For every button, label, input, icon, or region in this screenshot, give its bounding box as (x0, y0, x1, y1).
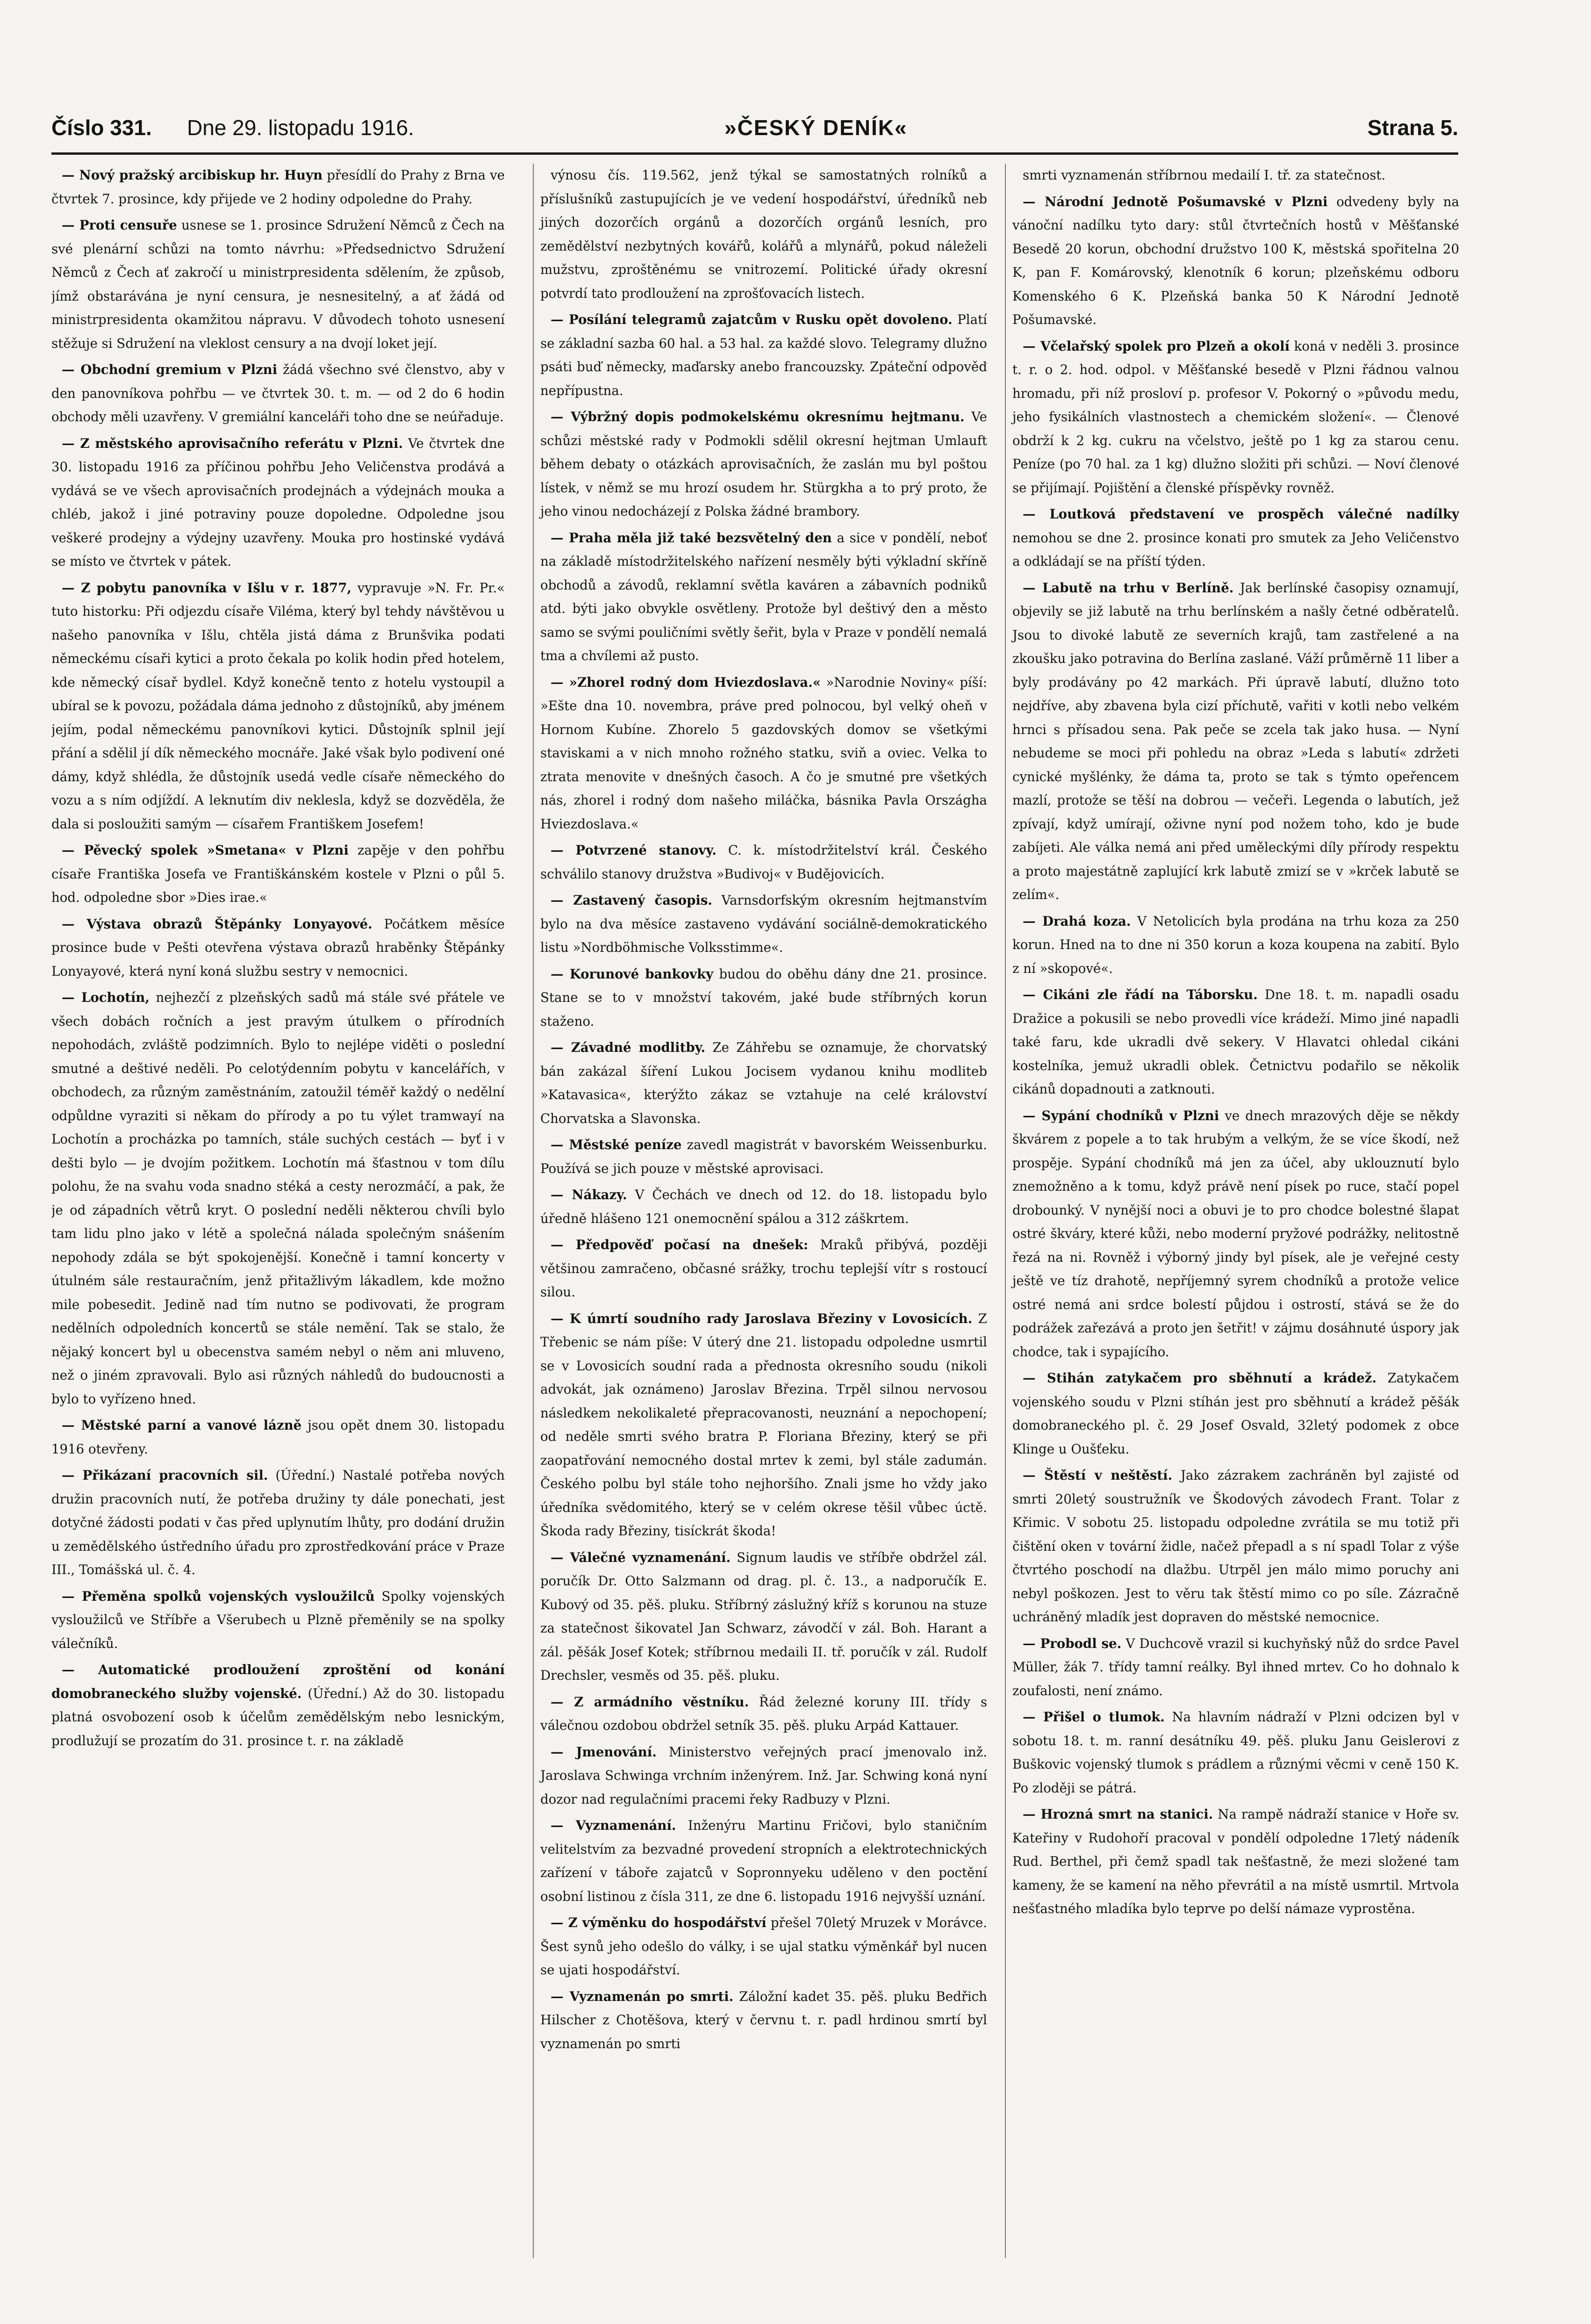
article-paragraph (51, 839, 505, 910)
article-paragraph (51, 214, 505, 355)
article-headline: — Vyznamenán po smrti. (551, 1988, 734, 2004)
article-paragraph (540, 405, 987, 524)
article-paragraph (51, 432, 505, 574)
article-headline: — Z městského aprovisačního referátu v Plzni. (62, 435, 403, 451)
column-3 (1005, 164, 1459, 2258)
article-text: zapěje v den pohřbu císaře Františka Josefa ve Františkánském kostele v Plzni o půl 5. hod. odpoledne sbor »Dies irae.« (51, 842, 505, 905)
article-headline: — Štěstí v neštěstí. (1023, 1468, 1173, 1483)
article-text: Záložní kadet 35. pěš. pluku Bedřich Hilscher z Chotěšova, který v červnu t. r. padl hrdinou smrtí byl vyznamenán po smrti (540, 1988, 987, 2051)
column-2 (533, 164, 987, 2258)
article-paragraph (540, 1546, 987, 1688)
issue-date: Dne 29. listopadu 1916. (187, 115, 414, 140)
article-paragraph (51, 358, 505, 429)
article-text: Počátkem měsíce prosince bude v Pešti otevřena výstava obrazů hraběnky Štěpánky Lonyayové, která nyní koná službu sestry v nemocnici. (51, 916, 505, 979)
article-paragraph (1012, 1803, 1459, 1921)
article-text: V Čechách ve dnech od 12. do 18. listopadu bylo úředně hlášeno 121 onemocnění spálou a 312 záškrtem. (540, 1187, 987, 1226)
article-headline: — Přeměna spolků vojenských vysloužilců (62, 1588, 375, 1604)
article-headline: — Z pobytu panovníka v Išlu v r. 1877, (62, 580, 352, 596)
article-text: smrti vyznamenán stříbrnou medailí I. tř. za statečnost. (1023, 167, 1386, 183)
article-headline: — Labutě na trhu v Berlíně. (1023, 580, 1234, 596)
article-text: Ve čtvrtek dne 30. listopadu 1916 za příčinou pohřbu Jeho Veličenstva prodává a vydává se ve všech aprovisačních prodejnách a výdejnách mouka a chléb, jakož i jiné potraviny pouze dopoledne. Odpoledne jsou veškeré prodejny a výdejny uzavřeny. Mouka pro hostinské vydává se místo ve čtvrtek v pátek. (51, 435, 505, 569)
article-text: Ze Záhřebu se oznamuje, že chorvatský bán zakázal šíření Lukou Jocisem vydanou knihu modliteb »Katavasica«, kterýžto zákaz se vztahuje na celé království Chorvatska a Slavonska. (540, 1040, 987, 1126)
article-text: nemohou se dne 2. prosince konati pro smutek za Jeho Veličenstvo a odkládají se na příští týden. (1012, 530, 1459, 569)
article-headline: — Stihán zatykačem pro sběhnutí a krádež. (1023, 1370, 1377, 1386)
article-paragraph (540, 1985, 987, 2056)
article-text: Dne 18. t. m. napadli osadu Dražice a pokusili se nebo provedli více krádeží. Mimo jiné napadli také faru, kde ukradli dvě sekery. V Hlavatci ohledal cikáni kostelníka, jemuž ukradli oblek. Četnictvu podařilo se několik cikánů dopadnouti a zatknouti. (1012, 987, 1459, 1097)
article-text: ve dnech mrazových děje se někdy škvárem z popele a to tak hrubým a velkým, že se více škodí, než prospěje. Sypání chodníků má jen za účel, aby uklouznutí bylo znemožněno a k tomu, když právě není písek po ruce, stačí popel drobounký. V nynější noci a obuvi je to pro chodce bolestné šlapat ostré škváry, které kůži, nebo moderní pryžové podrážky, nelitostně řezá na ni. Rovněž i výborný jindy byl písek, ale je veřejné cesty ještě ve tíz drahotě, nepříjemný syrem chodníků a protože velice ostré nemá ani srdce bolestí půjdou i ostrostí, stává se že do podrážek zařezává a proto jen šetřit! v zájmu dosáhnuté úspory jak chodce, tak i sypajícího. (1012, 1108, 1459, 1360)
article-text: přešel 70letý Mruzek v Morávce. Šest synů jeho odešlo do války, i se ujal statku výměnkář byl nucen se ujati hospodářství. (540, 1915, 987, 1978)
article-text: V Duchcově vrazil si kuchyňský nůž do srdce Pavel Müller, žák 7. třídy tamní reálky. Byl ihned mrtev. Co ho dohnalo k zoufalosti, není známo. (1012, 1635, 1459, 1698)
newspaper-title: »ČESKÝ DENÍK« (724, 115, 908, 140)
article-headline: — Drahá koza. (1023, 913, 1131, 929)
article-text: (Úřední.) Nastalé potřeba nových družin pracovních nutí, že potřeba družiny ty dále ponechati, jest dotyčné žádosti podati v čas před uplynutím lhůty, pro dodání družin u zemědělského ústředního úřadu pro zprostředkování práce v Praze III., Tomášská ul. č. 4. (51, 1468, 505, 1577)
article-text: »Narodnie Noviny« píší: »Ešte dna 10. novembra, práve pred polnocou, byl velký oheň v Hornom Kubíne. Zhorelo 5 gazdovských domov se všetkými staviskami a v nich mnoho rožného statku, sviň a oviec. Velka to ztrata menovite v dnešných časoch. A čo je smutné pre všetkých nás, zhorel i rodný dom našeho miláčka, básnika Pavla Országha Hviezdoslava.« (540, 674, 987, 832)
article-paragraph (51, 1464, 505, 1582)
article-text: Jako zázrakem zachráněn byl zajisté od smrti 20letý soustružník ve Škodových závodech Frant. Tolar z Křimic. V sobotu 25. listopadu odpoledne zvrátila se mu totiž při čištění oken v tovární židle, načež přepadl a s ní spadl Tolar z výše čtvrtého poschodí na dlažbu. Utrpěl jen málo mimo poruchy ani nebyl poškozen. Jest to věru tak štěstí mimo co po síle. Zázračně uchráněný mladík jest dopraven do městské nemocnice. (1012, 1468, 1459, 1625)
article-headline: — Nákazy. (551, 1187, 627, 1202)
article-text: Signum laudis ve stříbře obdržel zál. poručík Dr. Otto Salzmann od drag. pl. č. 13., a nadporučík E. Kubový od 35. pěš. pluku. Stříbrný záslužný kříž s korunou na stuze za statečnost šikovatel Jan Schwarz, závodčí v zál. Boh. Harant a zál. pěšák Josef Kotek; stříbrnou medaili II. tř. poručík v zál. Rudolf Drechsler, vesměs od 35. pěš. pluku. (540, 1549, 987, 1683)
article-text: C. k. místodržitelství král. Českého schválilo stanovy družstva »Budivoj« v Budějovicích. (540, 842, 987, 882)
article-text: zavedl magistrát v bavorském Weissenburku. Používá se jich pouze v městské aprovisaci. (540, 1137, 987, 1176)
article-headline: — Z armádního věstníku. (551, 1694, 749, 1710)
article-text: Zatykačem vojenského soudu v Plzni stíhán jest pro sběhnutí a krádež pěšák domobraneckého pl. č. 29 Josef Osvald, 32letý podomek z obce Klinge u Oušťeku. (1012, 1370, 1459, 1457)
article-text: Na hlavním nádraží v Plzni odcizen byl v sobotu 18. t. m. ranní desátníku 49. pěš. pluku Janu Geislerovi z Buškovic vojenský tlumok s prádlem a různými věcmi v ceně 150 K. Po zloději se pátrá. (1012, 1709, 1459, 1796)
article-paragraph (540, 1814, 987, 1908)
article-headline: — Loutková představení ve prospěch válečné nadílky (1023, 506, 1459, 522)
article-paragraph (540, 1133, 987, 1180)
article-headline: — Korunové bankovky (551, 966, 714, 982)
article-headline: — Pěvecký spolek »Smetana« v Plzni (62, 842, 349, 858)
article-headline: — Městské parní a vanové lázně (62, 1417, 302, 1433)
article-text: odvedeny byly na vánoční nadílku tyto dary: stůl čtvrtečních hostů v Měšťanské Besedě 20 korun, obchodní družstvo 100 K, městská spořitelna 20 K, pan F. Komárovský, klenotník 6 korun; plzeňskému odboru Komenského 6 K. Plzeňská banka 50 K Národní Jednotě Pošumavské. (1012, 194, 1459, 327)
article-text: výnosu čís. 119.562, jenž týkal se samostatných rolníků a příslušníků zastupujících je ve vedení hospodářství, úředníků neb jiných dozorčích orgánů a dozorčích orgánů lesních, pro zemědělství nezbytných kovářů, kolářů a mlynářů, pokud náleželi mužstvu, zproštěnému se vnitrozemí. Politické úřady okresní potvrdí tato prodloužení na zprošťovacích listech. (540, 167, 987, 301)
article-headline: — Zastavený časopis. (551, 892, 712, 908)
article-paragraph (1012, 983, 1459, 1101)
article-headline: — Proti censuře (62, 217, 177, 233)
article-paragraph (1012, 1464, 1459, 1629)
article-headline: — Přišel o tlumok. (1023, 1709, 1165, 1725)
article-paragraph (1012, 576, 1459, 907)
article-headline: — Nový pražský arcibiskup hr. Huyn (62, 167, 323, 183)
article-headline: — Lochotín, (62, 990, 150, 1005)
article-text: Varnsdorfským okresním hejtmanstvím bylo na dva měsíce zastaveno vydávání sociálně-demokratického listu »Nordböhmische Volksstimme«. (540, 892, 987, 955)
article-paragraph (540, 1741, 987, 1812)
article-paragraph (540, 308, 987, 403)
article-text: přesídlí do Prahy z Brna ve čtvrtek 7. prosince, kdy přijede ve 2 hodiny odpoledne do Prahy. (51, 167, 505, 207)
article-headline: — Sypání chodníků v Plzni (1023, 1108, 1219, 1123)
article-paragraph (51, 913, 505, 984)
article-headline: — Probodl se. (1023, 1635, 1122, 1651)
article-headline: — Automatické prodloužení zproštění od konání domobraneckého služby vojenské. (51, 1662, 505, 1701)
article-text: Spolky vojenských vysloužilců ve Stříbře a Všerubech u Plzně přeměnily se na spolky válečníků. (51, 1588, 505, 1651)
article-paragraph (1012, 1632, 1459, 1703)
article-text: usnese se 1. prosince Sdružení Němců z Čech na své plenární schůzi na tomto návrhu: »Předsednictvo Sdružení Němců z Čech ať zakročí u ministrpresidenta sdělením, že způsob, jímž obstarávána je nyní censura, je nesnesitelný, a ať žádá od ministrpresidenta okamžitou nápravu. V důvodech tohoto usnesení stěžuje si Sdružení na vleklost censury a na dvojí loket její. (51, 217, 505, 351)
article-paragraph (51, 576, 505, 836)
article-paragraph (540, 1691, 987, 1738)
article-text: Inženýru Martinu Fričovi, bylo staničním velitelstvím za bezvadné provedení stropních a elektrotechnických zařízení v táboře zajatců v Sopronnyeku uděleno v den poctění osobní listinou z čísla 311, ze dne 6. listopadu 1916 nejvyšší uznání. (540, 1818, 987, 1904)
article-headline: — Posílání telegramů zajatcům v Rusku opět dovoleno. (551, 312, 953, 327)
article-headline: — Cikáni zle řádí na Táborsku. (1023, 987, 1258, 1002)
article-paragraph (1012, 190, 1459, 332)
article-headline: — K úmrtí soudního rady Jaroslava Březiny v Lovosicích. (551, 1310, 973, 1326)
page-header (51, 110, 1458, 155)
article-text: Mraků přibývá, později většinou zamračeno, občasné srážky, trochu teplejší vítr s rostoucí silou. (540, 1237, 987, 1300)
article-paragraph (51, 1658, 505, 1753)
article-headline: — Předpověď počasí na dnešek: (551, 1237, 809, 1252)
article-paragraph (540, 671, 987, 836)
article-headline: — Včelařský spolek pro Plzeň a okolí (1023, 338, 1290, 354)
article-text: žádá všechno své členstvo, aby v den panovníkova pohřbu — ve čtvrtek 30. t. m. — od 2 do 6 hodin obchody měli uzavřeny. V gremiální kanceláři toho dne se neúřaduje. (51, 362, 505, 425)
article-headline: — Vyznamenání. (551, 1818, 676, 1833)
column-1 (51, 164, 505, 2258)
article-headline: — »Zhorel rodný dom Hviezdoslava.« (551, 674, 821, 690)
article-text: Z Třebenic se nám píše: V úterý dne 21. listopadu odpoledne usmrtil se v Lovosicích soudní rada a přednosta okresního soudu (nikoli advokát, jak oznámeno) Jaroslav Březina. Trpěl silnou nervosou následkem nekolikaleté přepracovanosti, neuznání a nepochopení; od neděle smrti svého bratra P. Floriana Březiny, který se při zaopatřování nemocného dostal mrtev k zemi, byl stále zadumán. Českého polbu byl stále toho nejhoršího. Znali jsme ho vždy jako úředníka svědomitého, který se v celém okrese těšil vůbec úctě. Škoda rady Březiny, tisíckrát škoda! (540, 1310, 987, 1539)
issue-number: Číslo 331. (51, 115, 152, 140)
article-headline: — Obchodní gremium v Plzni (62, 362, 278, 377)
article-headline: — Jmenování. (551, 1744, 657, 1760)
article-headline: — Národní Jednotě Pošumavské v Plzni (1023, 194, 1328, 209)
article-text: Ministerstvo veřejných prací jmenovalo inž. Jaroslava Schwinga vrchním inženýrem. Inž. Jar. Schwing koná nyní dozor nad regulačními pracemi řeky Radbuzy v Plzni. (540, 1744, 987, 1807)
article-paragraph (51, 164, 505, 211)
article-paragraph (540, 164, 987, 305)
article-text: V Netolicích byla prodána na trhu koza za 250 korun. Hned na to dne ni 350 korun a koza koupena na zabití. Bylo z ní »skopové«. (1012, 913, 1459, 976)
article-paragraph (1012, 503, 1459, 574)
article-paragraph (1012, 1705, 1459, 1800)
article-text: Řád železné koruny III. třídy s válečnou ozdobou obdržel setník 35. pěš. pluku Arpád Kattauer. (540, 1694, 987, 1733)
article-paragraph (1012, 164, 1459, 187)
article-paragraph (540, 526, 987, 668)
article-headline: — Výbržný dopis podmokelskému okresnímu hejtmanu. (551, 409, 965, 425)
article-paragraph (540, 1183, 987, 1230)
article-headline: — Praha měla již také bezsvětelný den (551, 530, 832, 546)
article-headline: — Výstava obrazů Štěpánky Lonyayové. (62, 916, 373, 932)
article-headline: — Přikázaní pracovních sil. (62, 1468, 268, 1483)
article-text: a sice v pondělí, neboť na základě místodržitelského nařízení nesměly býti výkladní skříně obchodů a závodů, reklamní světla kaváren a zábavních podniků atd. býti jako obvykle osvětleny. Protože byl deštivý den a město samo se svými pouličními světly šeřit, byla v Praze v pondělí nemalá tma a chvílemi až pusto. (540, 530, 987, 663)
article-text: jsou opět dnem 30. listopadu 1916 otevřeny. (51, 1417, 505, 1457)
article-headline: — Potvrzené stanovy. (551, 842, 717, 858)
article-paragraph (1012, 1367, 1459, 1461)
article-paragraph (540, 889, 987, 960)
article-paragraph (1012, 910, 1459, 981)
article-paragraph (540, 963, 987, 1034)
article-paragraph (540, 1911, 987, 1982)
article-text: nejhezčí z plzeňských sadů má stále své přátele ve všech dobách ročních a jest pravým útulkem o přírodních nepohodách, zvláště podzimních. Bylo to nejlépe viděti o poslední smutné a deštivé neděli. Po celotýdenním pobytu v kancelářích, v obchodech, za různým zaměstnáním, zatoužil téměř každý o nedělní odpůldne vyraziti si někam do přírody a po tu výlet tramwayí na Lochotín a procházka po tamních, stále suchých cestách — byť i v dešti bylo — je dvojím požitkem. Lochotín má šťastnou v tom dílu polohu, že na svahu voda snadno stéká a cesty nerozmáčí, a pak, že je od západních větrů kryt. O poslední neděli některou chvíli bylo tam lidu plno jako v létě a společná nálada společným snášením nepohody zdála se být spokojenější. Konečně i tamní koncerty v útulném sále restauračním, jenž přitažlivým lákadlem, kde možno mile pobesedit. Jedině nad tím nutno se podivovati, že program nedělních odpoledních koncertů se stále nemění. Tak se stalo, že nějaký koncert byl u obecenstva samém nebyl o něm ani mluveno, než o jiném zpravovali. Bylo asi různých náhledů do budoucnosti a bylo to vyřízeno hned. (51, 990, 505, 1407)
article-text: budou do oběhu dány dne 21. prosince. Stane se to v množství takovém, jaké bude stříbrných korun staženo. (540, 966, 987, 1029)
article-text: Platí se základní sazba 60 hal. a 53 hal. za každé slovo. Telegramy dlužno psáti buď německy, maďarsky anebo francouzsky. Zpáteční odpověď nepřípustna. (540, 312, 987, 398)
article-paragraph (51, 1585, 505, 1656)
article-paragraph (540, 839, 987, 886)
article-text: Na rampě nádraží stanice v Hoře sv. Kateřiny v Rudohoří pracoval v pondělí odpoledne 17letý nádeník Rud. Berthel, při čemž spadl tak nešťastně, že mezi složené tam kameny, že se kamení na něho převrátil a na místě usmrtil. Mrtvola nešťastného mladíka bylo teprve po delší námaze vyprostěna. (1012, 1806, 1459, 1916)
article-headline: — Městské peníze (551, 1137, 682, 1152)
article-paragraph (540, 1233, 987, 1304)
article-paragraph (1012, 1104, 1459, 1364)
article-text: vypravuje »N. Fr. Pr.« tuto historku: Při odjezdu císaře Viléma, který byl tehdy návštěvou u našeho panovníka v Išlu, chtěla jistá dáma z Brunšvika podati německému císaři kytici a proto čekala po kolik hodin před hotelem, kde německý císař bydlel. Když konečně tento z hotelu vystoupil a ubíral se k povozu, požádala dáma jednoho z důstojníků, aby jménem jejím, podal německému panovníkovi kytici. Důstojník splnil její přání a sdělil jí dík německého mocnáře. Jaké však bylo podivení oné dámy, když shlédla, že důstojník usedá vedle císaře německého do vozu a s ním odjíždí. A leknutím div neklesla, když se dozvěděla, že dala si posloužiti samým — císařem Františkem Josefem! (51, 580, 505, 832)
article-paragraph (51, 986, 505, 1411)
article-text: (Úřední.) Až do 30. listopadu platná osvobození osob k účelům zemědělským nebo lesnickým, prodlužují se prozatím do 31. prosince t. r. na základě (51, 1685, 505, 1748)
article-text: Jak berlínské časopisy oznamují, objevily se již labutě na trhu berlínském a našly četné odběratelů. Jsou to divoké labutě ze severních krajů, tam zastřelené a na zkoušku jako potravina do Berlína zaslané. Váží průměrně 11 liber a byly prodávány po 42 markách. Při úpravě labutí, dlužno toto nejdříve, aby zbavena byla cizí příchutě, vařiti v kotli nebo velkém hrnci s přísadou sena. Pak peče se zcela tak jako husa. — Nyní nebudeme se moci při pohledu na obraz »Leda s labutí« zdržeti cynické myšlénky, že dáma ta, proto se tak s týmto opeřencem mazlí, protože se těší na dobrou — večeři. Legenda o labutích, jež zpívají, když umírají, oživne nyní pod nožem toho, kdo je bude zabíjeti. Ale válka nemá ani před uměleckými díly přírody respektu a proto majestátně zaplující krk labutě zmizí se v »krček labutě se zelím«. (1012, 580, 1459, 902)
article-paragraph (1012, 335, 1459, 500)
article-headline: — Hrozná smrt na stanici. (1023, 1806, 1213, 1822)
article-headline: — Závadné modlitby. (551, 1040, 706, 1055)
article-headline: — Z výměnku do hospodářství (551, 1915, 767, 1930)
page-number: Strana 5. (1367, 115, 1458, 140)
article-paragraph (51, 1414, 505, 1461)
article-text: koná v neděli 3. prosince t. r. o 2. hod. odpol. v Měšťanské besedě v Plzni řádnou valnou hromadu, při níž prosloví p. profesor V. Pokorný o »původu medu, jeho fysikálních vlastnostech a chemickém složení«. — Členové obdrží k 2 kg. cukru na včelstvo, ještě po 1 kg za starou cenu. Peníze (po 70 hal. za 1 kg) dlužno složiti při schůzi. — Noví členové se přijímají. Pojištění a členské příspěvky rovněž. (1012, 338, 1459, 496)
article-text: Ve schůzi městské rady v Podmokli sdělil okresní hejtman Umlauft během debaty o otázkách aprovisačních, že zaslán mu byl poštou lístek, v němž se mu hrozí osudem hr. Stürgkha a to prý proto, že jeho vinou nedocházejí z Polska žádné brambory. (540, 409, 987, 519)
article-paragraph (540, 1307, 987, 1543)
article-paragraph (540, 1036, 987, 1130)
article-headline: — Válečné vyznamenání. (551, 1549, 731, 1565)
